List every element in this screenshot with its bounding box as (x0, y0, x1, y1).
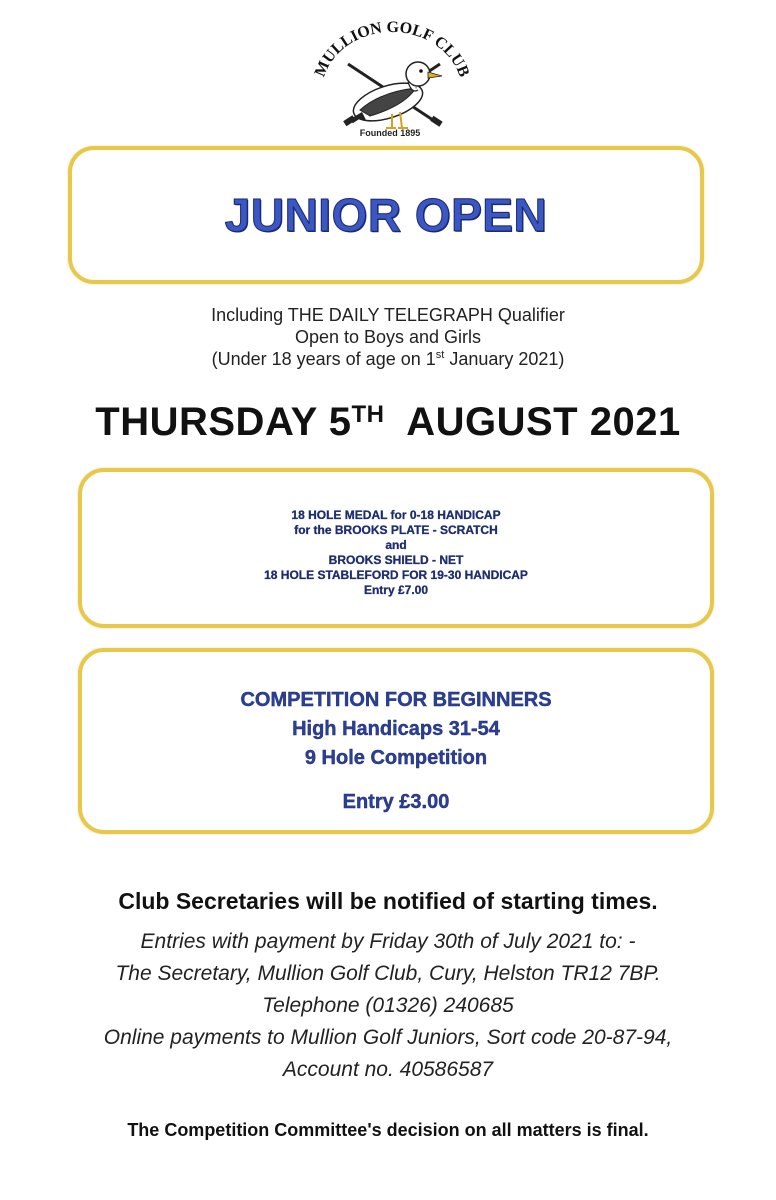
entry-details (0, 926, 776, 1086)
beginners-format: 9 Hole Competition (304, 747, 488, 769)
medal-line: 18 HOLE STABLEFORD FOR 19-30 HANDICAP (264, 568, 528, 582)
club-name-arc: MULLION GOLF CLUB (311, 18, 473, 80)
medal-line: for the BROOKS PLATE - SCRATCH (294, 523, 498, 537)
intro-line-eligibility: Open to Boys and Girls (294, 327, 482, 347)
starting-times-notice: Club Secretaries will be notified of starting times. (118, 888, 658, 914)
logo-founded-text: Founded 1895 (359, 128, 421, 138)
beginners-handicap: High Handicaps 31-54 (292, 718, 500, 740)
intro-line-age: (Under 18 years of age on 1st January 2021) (211, 349, 565, 369)
medal-line: and (385, 538, 407, 552)
account-number: Account no. 40586587 (282, 1058, 494, 1081)
intro-line-qualifier: Including THE DAILY TELEGRAPH Qualifier (211, 305, 565, 325)
medal-entry-fee: Entry £7.00 (363, 583, 429, 597)
online-payment-details: Online payments to Mullion Golf Juniors, Sort code 20-87-94, (103, 1026, 673, 1049)
event-title: JUNIOR OPEN (224, 189, 548, 241)
secretary-address: The Secretary, Mullion Golf Club, Cury, Helston TR12 7BP. (115, 962, 661, 985)
club-logo (300, 14, 480, 144)
beginners-entry-fee: Entry £3.00 (342, 791, 450, 813)
medal-line: 18 HOLE MEDAL for 0-18 HANDICAP (291, 508, 501, 522)
title-box (68, 146, 704, 284)
entry-deadline: Entries with payment by Friday 30th of July 2021 to: - (140, 930, 636, 953)
seagull-crest-icon (300, 14, 480, 144)
beginners-heading: COMPETITION FOR BEGINNERS (240, 689, 552, 711)
intro-text (0, 304, 776, 370)
committee-decision-note: The Competition Committee's decision on all matters is final. (127, 1120, 649, 1140)
event-date: THURSDAY 5TH AUGUST 2021 (95, 400, 681, 444)
beginners-competition-box (78, 648, 714, 834)
telephone: Telephone (01326) 240685 (262, 994, 514, 1017)
medal-competition-box (78, 468, 714, 628)
medal-line: BROOKS SHIELD - NET (328, 553, 464, 567)
